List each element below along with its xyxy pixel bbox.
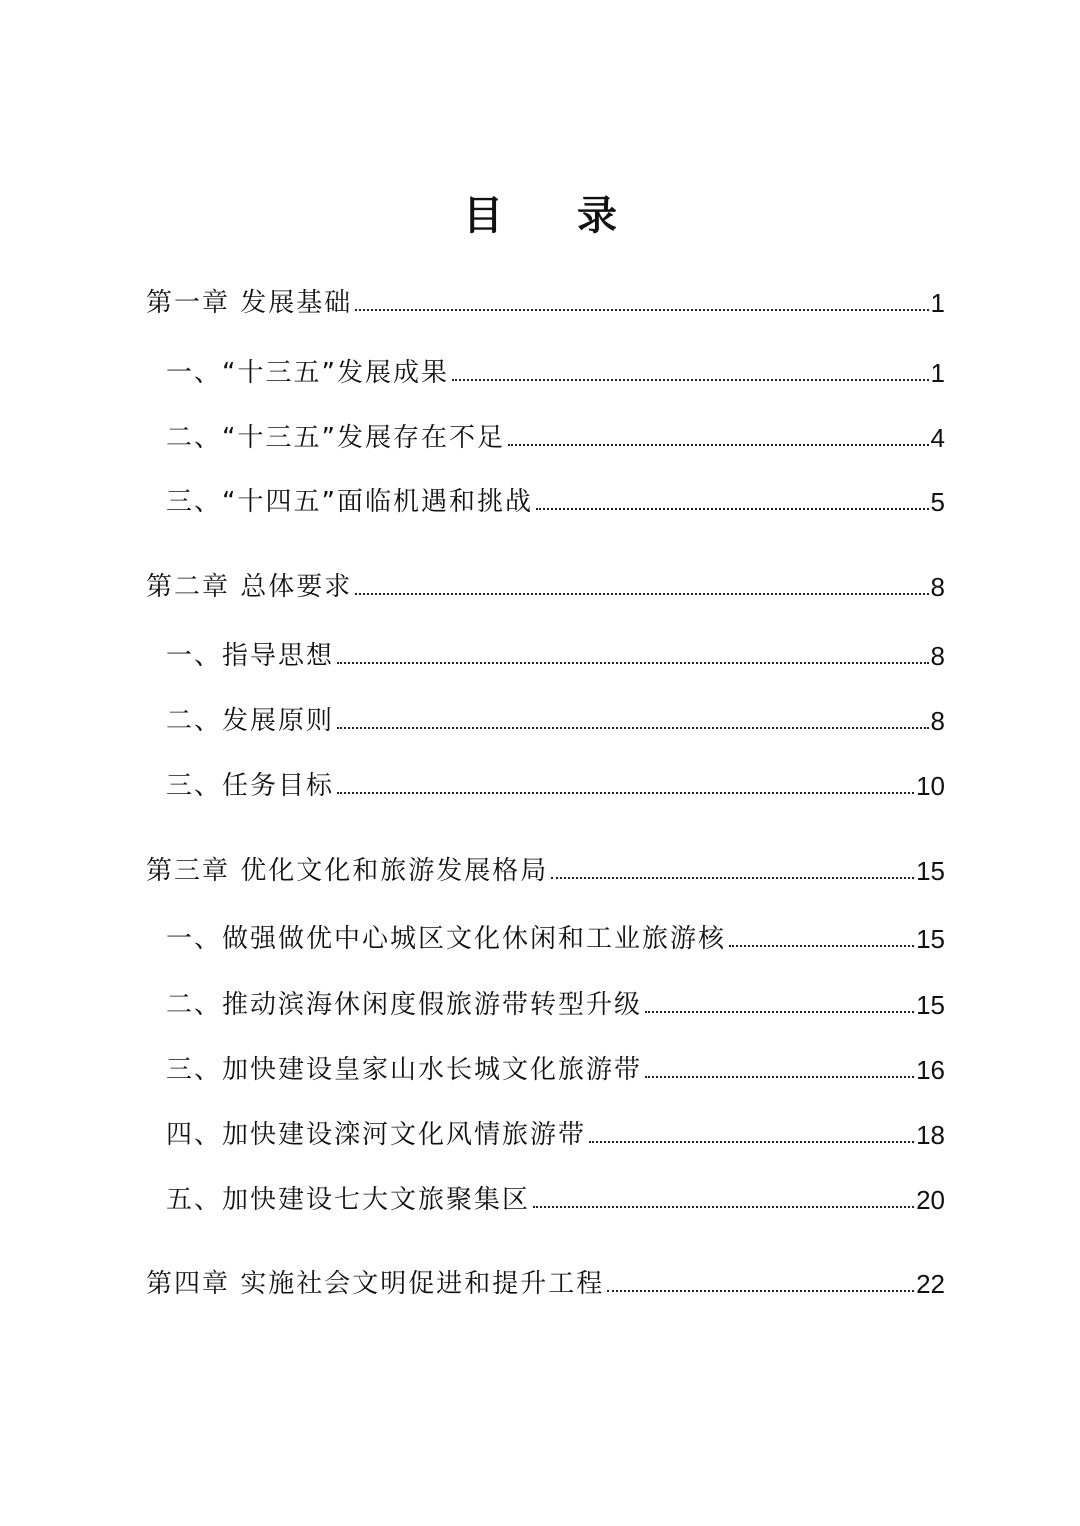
toc-entry-label: 五、加快建设七大文旅聚集区 [166,1185,531,1215]
toc-entry-label: 四、加快建设滦河文化风情旅游带 [166,1120,587,1150]
toc-entry-section[interactable] [166,479,945,519]
toc-entry-chapter-4[interactable] [146,1261,945,1301]
toc-entry-page: 5 [930,487,945,517]
toc-entry-section[interactable] [166,1112,945,1152]
toc-entry-page: 1 [930,358,945,388]
toc-entry-chapter-3[interactable] [146,848,945,888]
toc-entry-section[interactable] [166,350,945,390]
toc-entry-section[interactable] [166,698,945,738]
toc-entry-section[interactable] [166,1177,945,1217]
toc-entry-label: 三、“十四五”面临机遇和挑战 [166,487,533,517]
dot-leader [355,309,928,311]
dot-leader [607,1290,914,1292]
toc-entry-label: 三、加快建设皇家山水长城文化旅游带 [166,1055,643,1085]
toc-entry-page: 4 [930,423,945,453]
dot-leader [452,379,929,381]
toc-entry-section[interactable] [166,633,945,673]
toc-entry-page: 8 [930,641,945,671]
dot-leader [337,792,914,794]
toc-entry-label: 二、推动滨海休闲度假旅游带转型升级 [166,990,643,1020]
toc-entry-label: 二、发展原则 [166,706,335,736]
toc-entry-page: 15 [916,856,945,886]
toc-entry-page: 20 [916,1185,945,1215]
toc-entry-section[interactable] [166,982,945,1022]
toc-entry-label: 第二章 总体要求 [146,572,353,602]
toc-entry-chapter-2[interactable] [146,564,945,604]
toc-entry-label: 一、指导思想 [166,641,335,671]
toc-entry-label: 第三章 优化文化和旅游发展格局 [146,856,549,886]
toc-entry-page: 22 [916,1269,945,1299]
dot-leader [355,593,928,595]
toc-entry-chapter-1[interactable] [146,280,945,320]
toc-entry-section[interactable] [166,1047,945,1087]
toc-entry-section[interactable] [166,763,945,803]
toc-entry-page: 16 [916,1055,945,1085]
dot-leader [589,1141,914,1143]
toc-entry-page: 1 [930,288,945,318]
toc-entry-label: 第四章 实施社会文明促进和提升工程 [146,1269,605,1299]
toc-entry-page: 8 [930,706,945,736]
dot-leader [551,877,914,879]
toc-entry-label: 一、“十三五”发展成果 [166,358,449,388]
toc-entry-page: 10 [916,771,945,801]
dot-leader [729,945,914,947]
page-title: 目 录 [463,192,647,239]
toc-entry-label: 一、做强做优中心城区文化休闲和工业旅游核 [166,924,727,954]
toc-entry-page: 15 [916,924,945,954]
toc-entry-page: 8 [930,572,945,602]
dot-leader [536,508,929,510]
toc-entry-page: 18 [916,1120,945,1150]
dot-leader [645,1076,914,1078]
toc-entry-page: 15 [916,990,945,1020]
dot-leader [337,662,929,664]
toc-entry-label: 二、“十三五”发展存在不足 [166,423,505,453]
dot-leader [645,1011,914,1013]
toc-entry-label: 三、任务目标 [166,771,335,801]
toc-entry-label: 第一章 发展基础 [146,288,353,318]
dot-leader [337,727,929,729]
toc-entry-section[interactable] [166,415,945,455]
dot-leader [533,1206,914,1208]
dot-leader [508,444,929,446]
toc-entry-section[interactable] [166,916,945,956]
